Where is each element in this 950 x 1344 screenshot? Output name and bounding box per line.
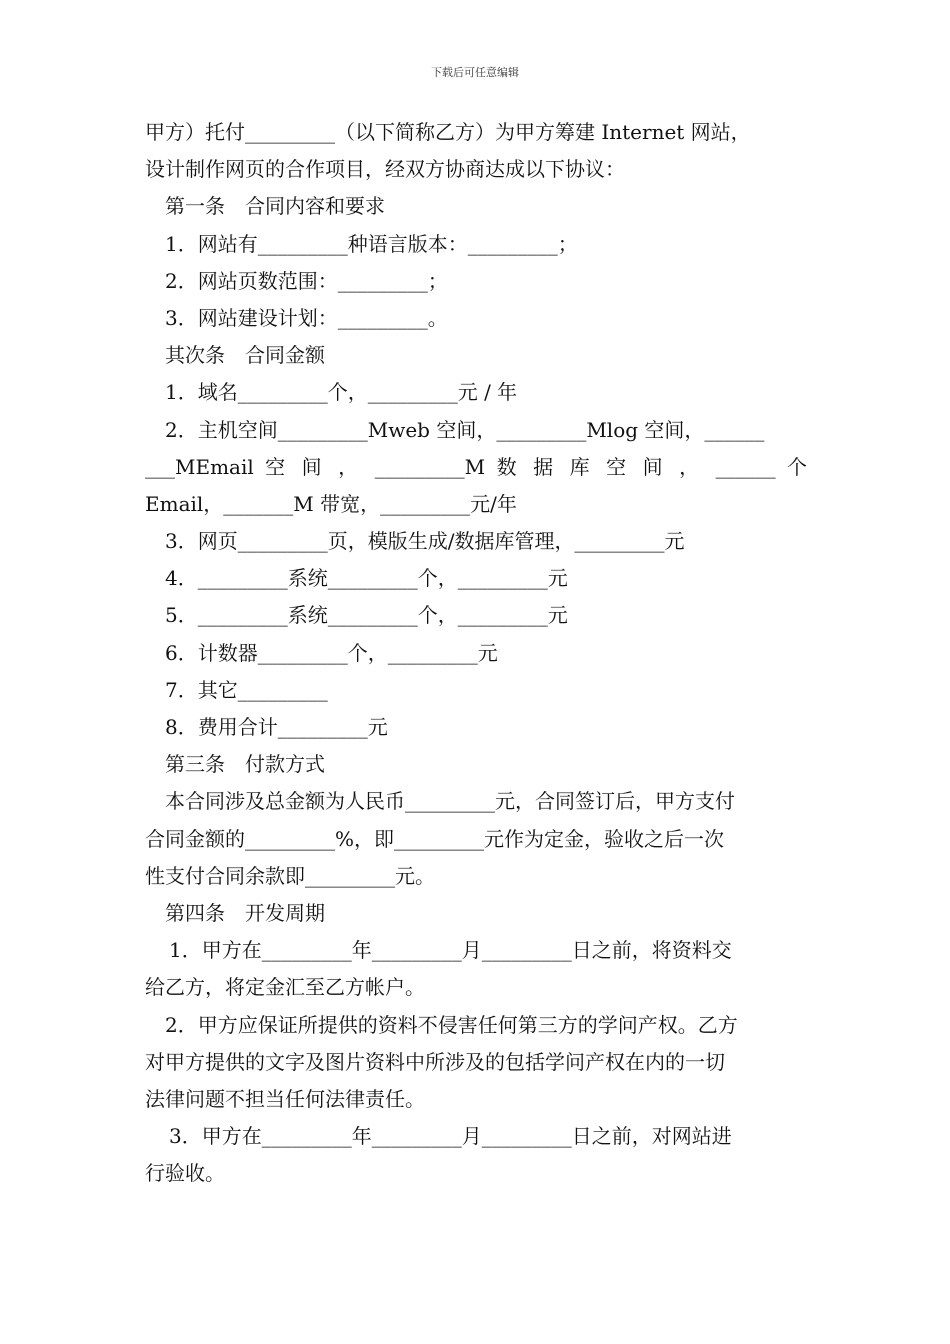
list-item: 1．域名_________个，_________元 / 年 (165, 380, 518, 405)
list-item: 1．甲方在_________年_________月_________日之前，将资料交 (169, 938, 732, 963)
list-item: 8．费用合计_________元 (165, 715, 388, 739)
list-item: 7．其它_________ (165, 677, 328, 702)
contract-body (145, 114, 807, 1192)
section-heading: 第四条 开发周期 (165, 900, 325, 925)
paragraph-line: 本合同涉及总金额为人民币_________元，合同签订后，甲方支付 (165, 789, 735, 814)
list-item: 2．主机空间_________Mweb 空间，_________Mlog 空间，______ (165, 417, 765, 442)
paragraph-line: 给乙方，将定金汇至乙方帐户。 (145, 975, 425, 1000)
paragraph-line: ___MEmail 空 间 ， _________M 数 据 库 空 间 ， ______ 个 (145, 454, 807, 479)
list-item: 3．甲方在_________年_________月_________日之前，对网站进 (169, 1124, 732, 1149)
list-item: 2．甲方应保证所提供的资料不侵害任何第三方的学问产权。乙方 (165, 1012, 738, 1037)
paragraph-line: 合同金额的_________%，即_________元作为定金，验收之后一次 (145, 826, 725, 851)
paragraph-line: 甲方）托付_________（以下简称乙方）为甲方筹建 Internet 网站， (145, 120, 751, 144)
list-item: 3．网页_________页，模版生成/数据库管理，_________元 (165, 529, 685, 554)
list-item: 3．网站建设计划：_________。 (165, 305, 448, 330)
list-item: 5．_________系统_________个，_________元 (165, 603, 568, 628)
paragraph-line: 对甲方提供的文字及图片资料中所涉及的包括学问产权在内的一切 (145, 1049, 725, 1074)
section-heading: 第一条 合同内容和要求 (165, 194, 385, 219)
page-header: 下载后可任意编辑 (431, 66, 519, 79)
section-heading: 其次条 合同金额 (165, 343, 325, 368)
paragraph-line: 行验收。 (145, 1161, 225, 1186)
list-item: 6．计数器_________个，_________元 (165, 640, 498, 665)
paragraph-line: 设计制作网页的合作项目，经双方协商达成以下协议： (145, 157, 625, 182)
paragraph-line: 法律问题不担当任何法律责任。 (145, 1086, 425, 1111)
list-item: 4．_________系统_________个，_________元 (165, 566, 568, 591)
list-item: 1．网站有_________种语言版本：_________； (165, 231, 578, 256)
list-item: 2．网站页数范围：_________； (165, 268, 448, 293)
section-heading: 第三条 付款方式 (165, 752, 325, 777)
paragraph-line: Email，_______M 带宽，_________元/年 (145, 491, 517, 516)
paragraph-line: 性支付合同余款即_________元。 (145, 863, 435, 888)
